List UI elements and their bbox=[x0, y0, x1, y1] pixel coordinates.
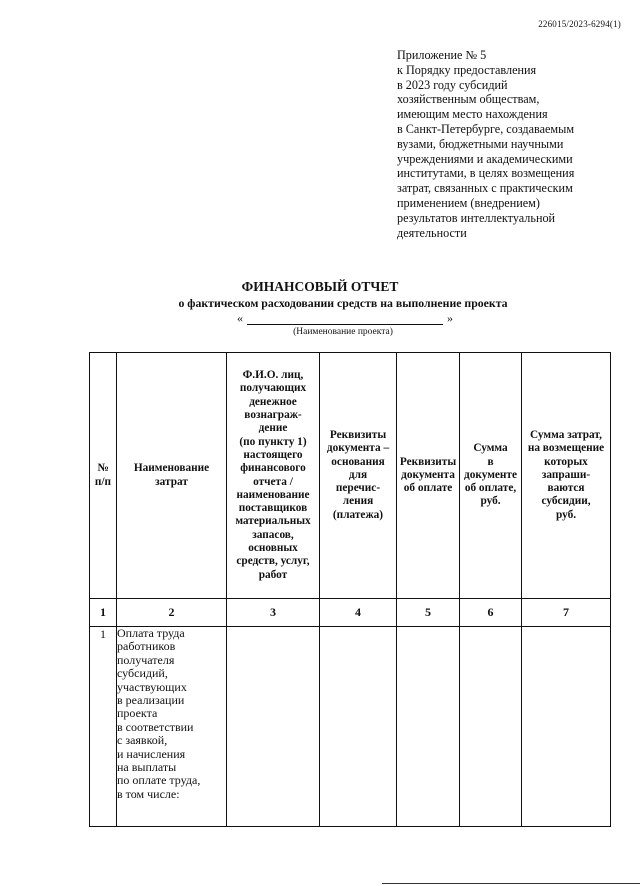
project-name-field bbox=[237, 310, 457, 326]
header-cell-payment-document: Реквизиты документа об оплате bbox=[397, 353, 460, 599]
appendix-line: применением (внедрением) bbox=[397, 195, 540, 210]
project-name-blank-line bbox=[247, 324, 443, 325]
appendix-line: в Санкт-Петербурге, создаваемым bbox=[397, 121, 575, 136]
row-payment-document-cell bbox=[397, 627, 460, 827]
appendix-header bbox=[397, 48, 632, 240]
column-number: 6 bbox=[460, 599, 522, 627]
appendix-line: в 2023 году субсидий bbox=[397, 77, 508, 92]
financial-report-table bbox=[89, 352, 611, 827]
quote-close: » bbox=[447, 311, 453, 325]
column-number: 2 bbox=[117, 599, 227, 627]
header-cell-cost-name: Наименование затрат bbox=[117, 353, 227, 599]
row-basis-document-cell bbox=[320, 627, 397, 827]
project-name-caption: (Наименование проекта) bbox=[293, 327, 393, 337]
column-number: 4 bbox=[320, 599, 397, 627]
appendix-line: деятельности bbox=[397, 225, 467, 240]
document-registration-number: 226015/2023-6294(1) bbox=[538, 19, 621, 29]
column-number: 7 bbox=[522, 599, 611, 627]
appendix-line: учреждениями и академическими bbox=[397, 151, 573, 166]
appendix-line: затрат, связанных с практическим bbox=[397, 181, 573, 196]
appendix-line: хозяйственным обществам, bbox=[397, 92, 540, 107]
header-cell-recipient: Ф.И.О. лиц, получающих денежное вознаграж- дение (по пункту 1) настоящего финансового отчета / наименование поставщиков материальных запасов, основных средств, услуг, работ bbox=[227, 353, 320, 599]
row-cost-name: Оплата труда работников получателя субсидий, участвующих в реализации проекта в соответствии с заявкой, и начисления на выплаты по оплате труда, в том числе: bbox=[117, 627, 227, 827]
row-payment-amount-cell bbox=[460, 627, 522, 827]
header-cell-subsidy-amount: Сумма затрат, на возмещение которых запраши- ваются субсидии, руб. bbox=[522, 353, 611, 599]
row-recipient-cell bbox=[227, 627, 320, 827]
table-header-row bbox=[90, 353, 611, 599]
header-cell-number: № п/п bbox=[90, 353, 117, 599]
column-number: 1 bbox=[90, 599, 117, 627]
column-number-row bbox=[90, 599, 611, 627]
row-subsidy-amount-cell bbox=[522, 627, 611, 827]
table-row bbox=[90, 627, 611, 827]
appendix-line: вузами, бюджетными научными bbox=[397, 136, 564, 151]
appendix-line: Приложение № 5 bbox=[397, 48, 487, 62]
column-number: 5 bbox=[397, 599, 460, 627]
appendix-line: институтами, в целях возмещения bbox=[397, 166, 575, 181]
row-number: 1 bbox=[90, 627, 117, 827]
report-subtitle: о фактическом расходовании средств на выполнение проекта bbox=[178, 296, 508, 310]
appendix-line: к Порядку предоставления bbox=[397, 62, 537, 77]
report-title: ФИНАНСОВЫЙ ОТЧЕТ bbox=[241, 279, 399, 294]
page-bottom-rule bbox=[382, 883, 640, 884]
column-number: 3 bbox=[227, 599, 320, 627]
header-cell-basis-document: Реквизиты документа – основания для перечис- ления (платежа) bbox=[320, 353, 397, 599]
header-cell-payment-amount: Сумма в документе об оплате, руб. bbox=[460, 353, 522, 599]
appendix-line: имеющим место нахождения bbox=[397, 107, 548, 122]
appendix-line: результатов интеллектуальной bbox=[397, 210, 556, 225]
quote-open: « bbox=[237, 311, 243, 325]
